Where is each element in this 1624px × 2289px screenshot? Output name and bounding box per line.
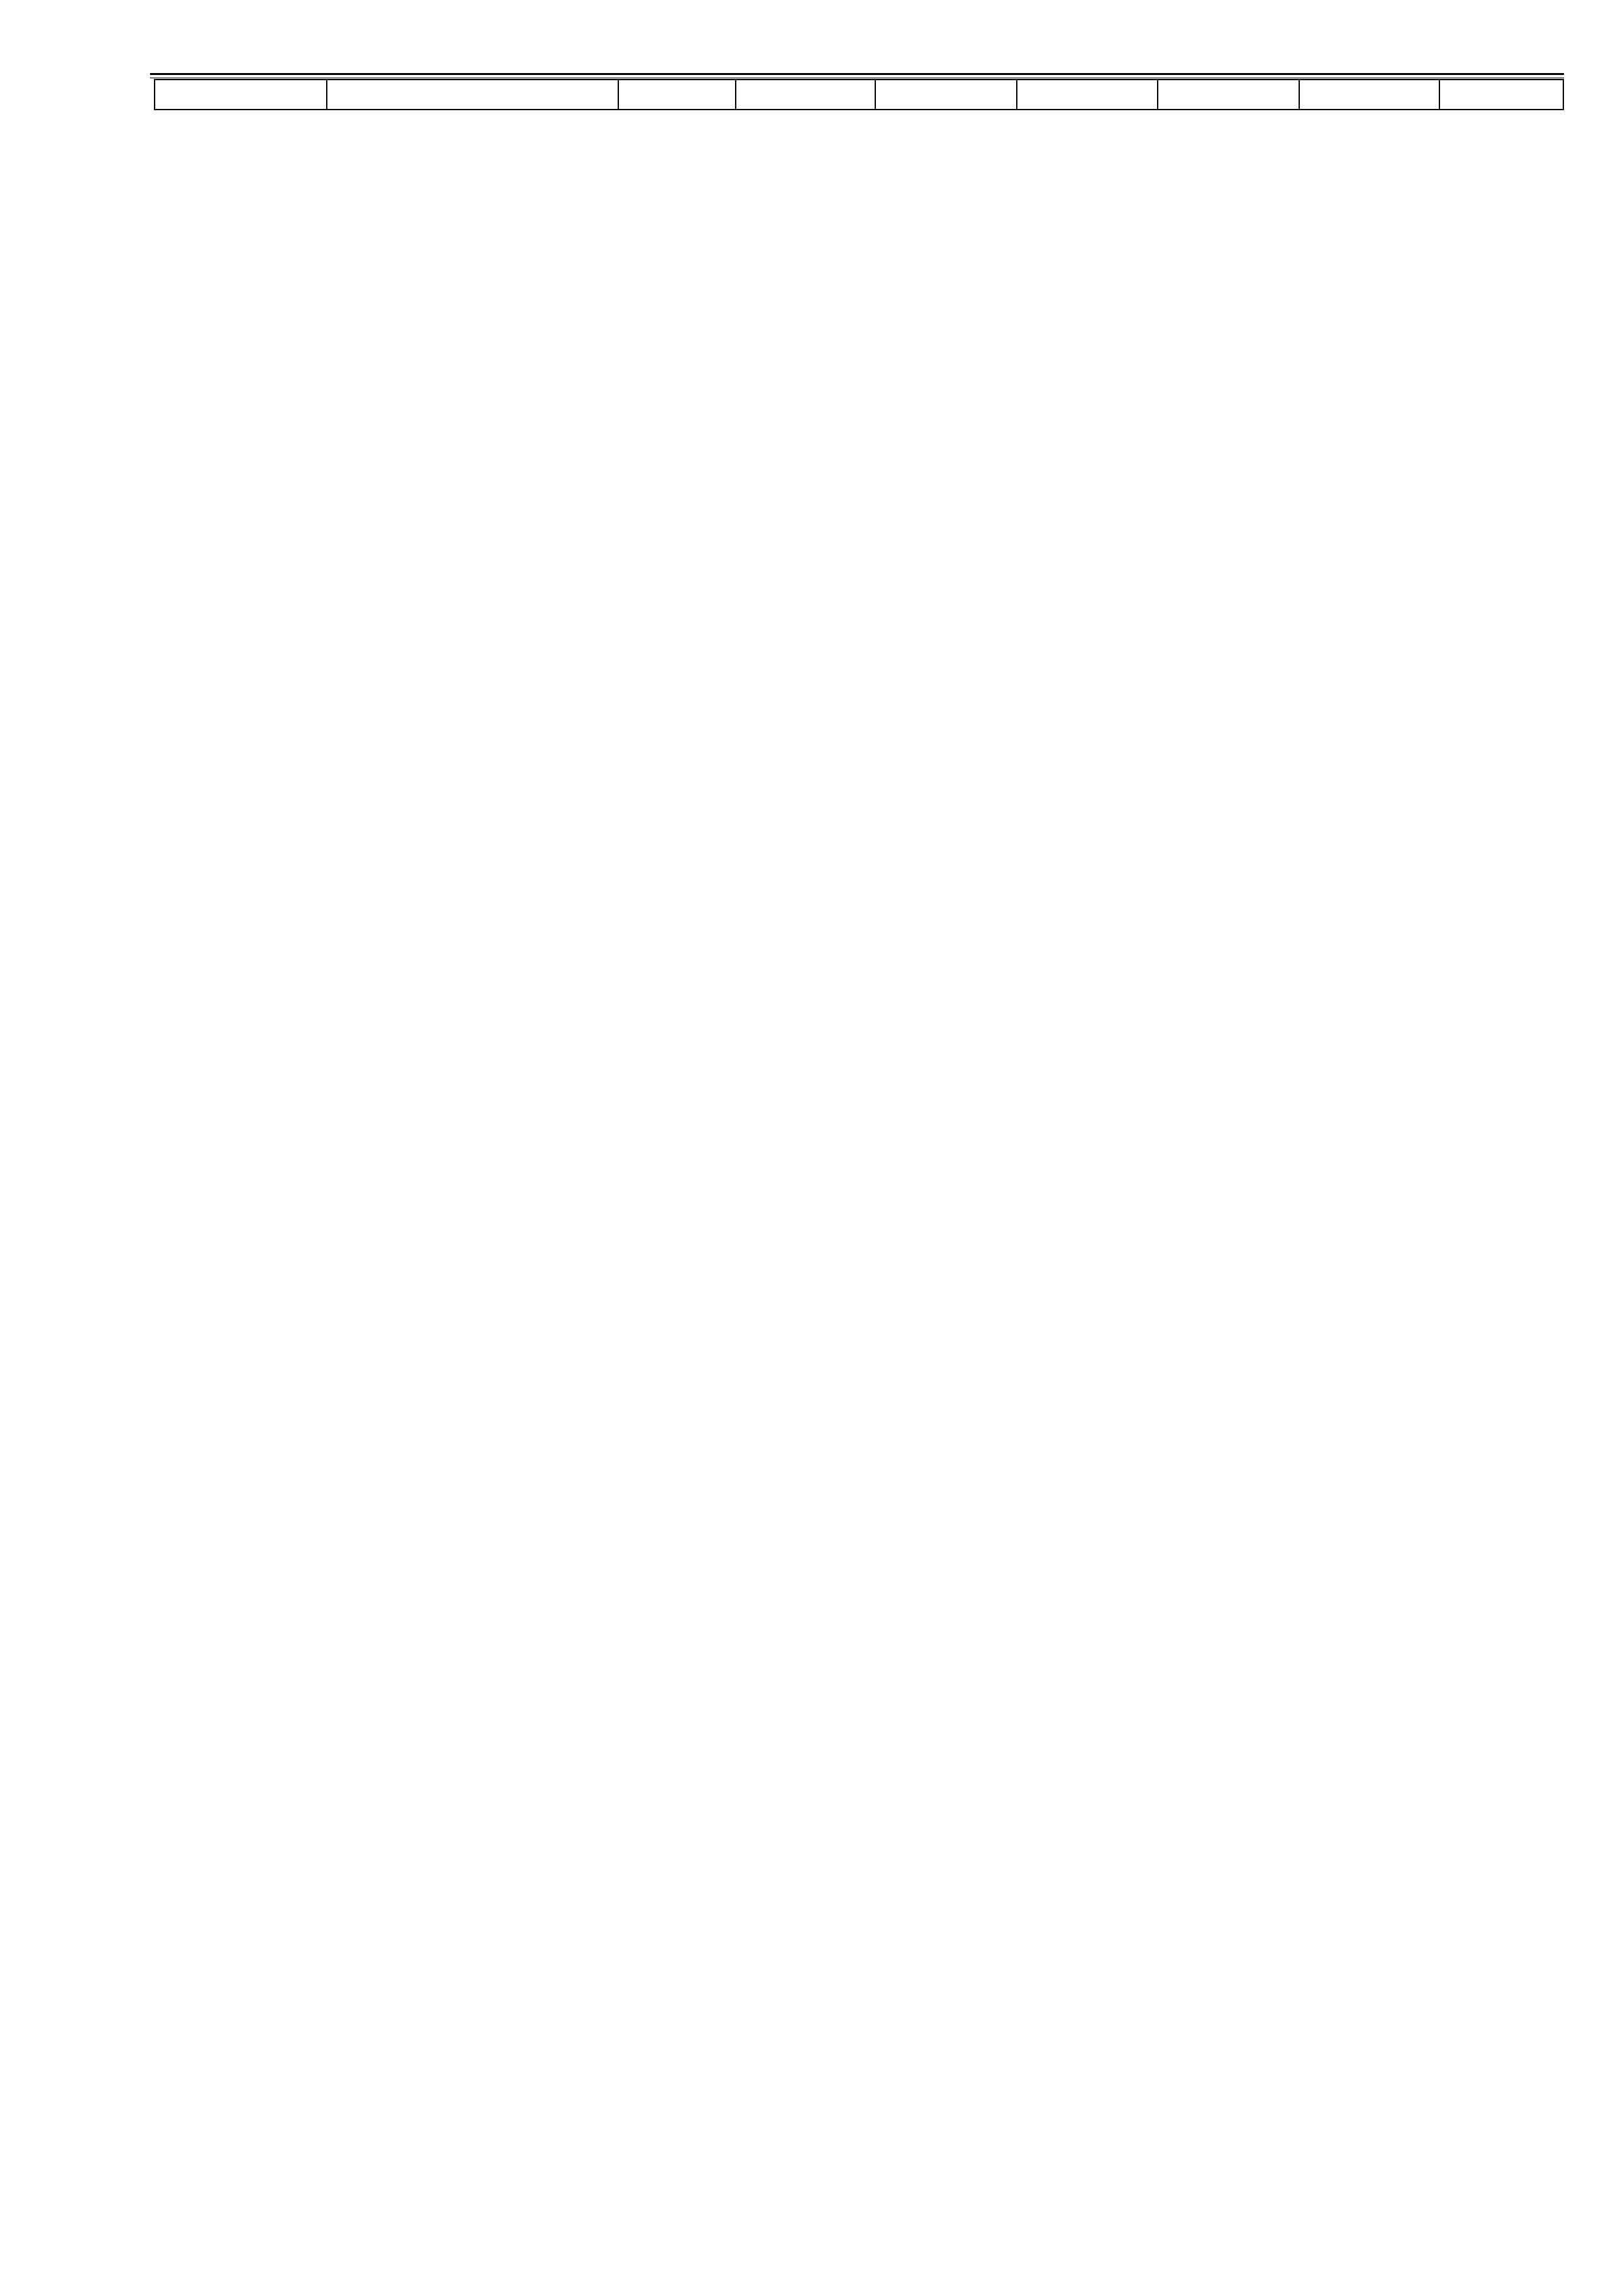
column-number-cell (736, 80, 875, 110)
column-number-cell (1439, 80, 1563, 110)
column-number-row (155, 80, 1563, 110)
header-rule (150, 73, 1564, 75)
page-header (150, 37, 1564, 72)
column-number-cell (875, 80, 1016, 110)
column-number-cell (1299, 80, 1439, 110)
column-number-cell (155, 80, 327, 110)
column-number-cell (1158, 80, 1299, 110)
column-number-cell (1017, 80, 1158, 110)
rates-table (154, 79, 1564, 110)
column-number-cell (327, 80, 618, 110)
rates-table-body (155, 80, 1563, 110)
column-number-cell (618, 80, 736, 110)
